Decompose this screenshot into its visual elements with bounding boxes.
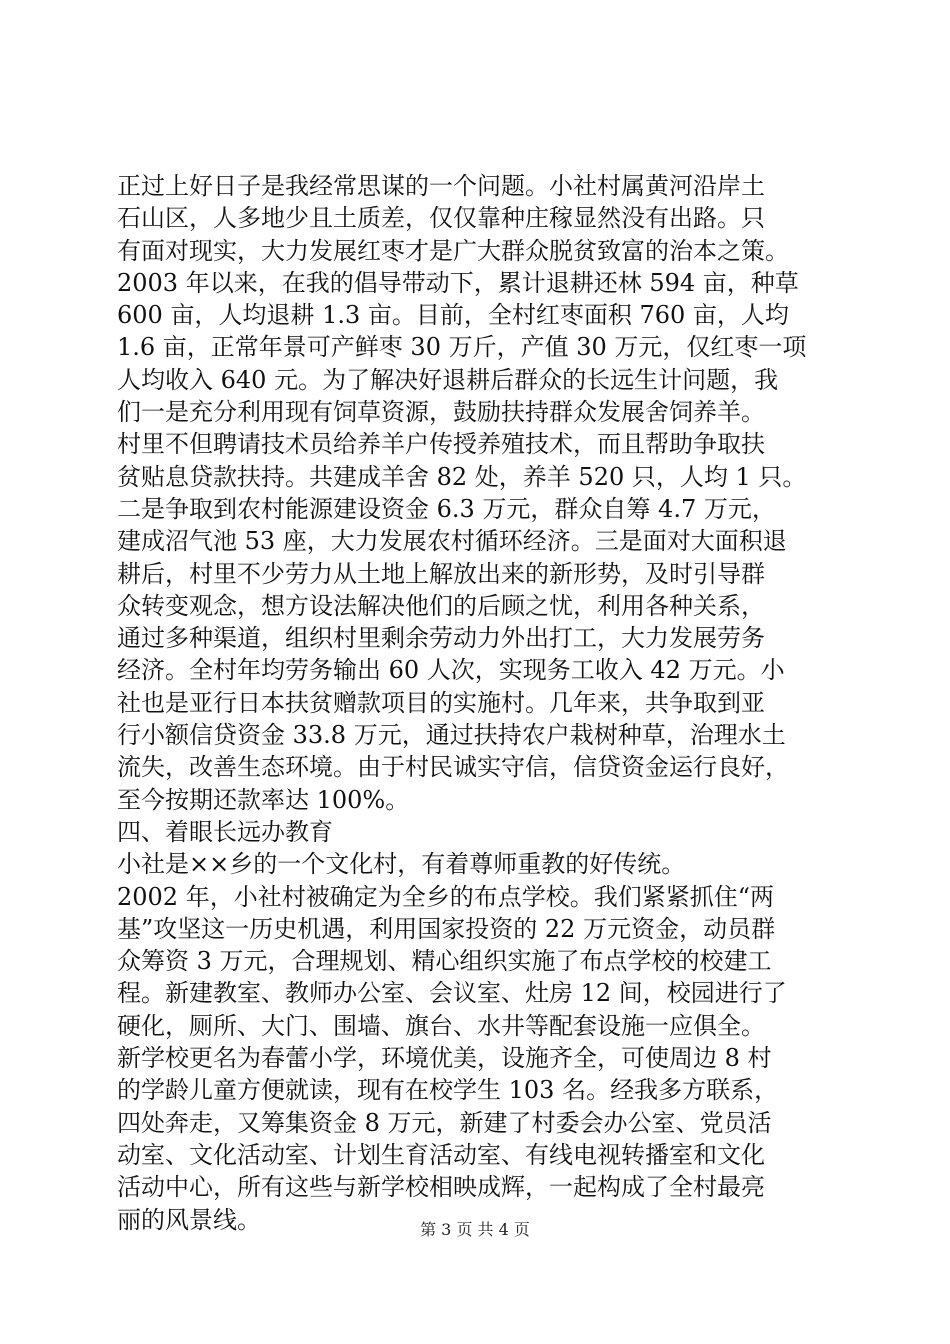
- text-line: 的学龄儿童方便就读，现有在校学生 103 名。经我多方联系，: [117, 1076, 779, 1105]
- text-line: 至今按期还款率达 100%。: [117, 785, 410, 814]
- text-line: 有面对现实，大力发展红枣才是广大群众脱贫致富的治本之策。: [117, 236, 789, 265]
- text-line: 们一是充分利用现有饲草资源，鼓励扶持群众发展舍饲养羊。: [117, 398, 765, 427]
- text-line: 经济。全村年均劳务输出 60 人次，实现务工收入 42 万元。小: [117, 656, 785, 685]
- text-line: 众筹资 3 万元，合理规划、精心组织实施了布点学校的校建工: [117, 947, 772, 976]
- text-line: 正过上好日子是我经常思谋的一个问题。小社村属黄河沿岸土: [117, 172, 765, 200]
- text-line: 程。新建教室、教师办公室、会议室、灶房 12 间，校园进行了: [117, 979, 787, 1008]
- text-line: 贫贴息贷款扶持。共建成羊舍 82 处，养羊 520 只，人均 1 只。: [117, 462, 807, 491]
- text-line: 众转变观念，想方设法解决他们的后顾之忧，利用各种关系，: [117, 591, 765, 620]
- page-footer: 第 3 页 共 4 页: [420, 1220, 530, 1239]
- text-line: 四处奔走，又筹集资金 8 万元，新建了村委会办公室、党员活: [117, 1108, 772, 1137]
- text-line: 村里不但聘请技术员给养羊户传授养殖技术，而且帮助争取扶: [117, 430, 765, 459]
- text-line: 流失，改善生态环境。由于村民诚实守信，信贷资金运行良好，: [117, 753, 789, 782]
- text-line: 建成沼气池 53 座，大力发展农村循环经济。三是面对大面积退: [117, 527, 787, 556]
- text-line: 社也是亚行日本扶贫赠款项目的实施村。几年来，共争取到亚: [117, 688, 765, 717]
- text-line: 四、着眼长远办教育: [117, 817, 333, 846]
- text-line: 新学校更名为春蕾小学，环境优美，设施齐全，可使周边 8 村: [117, 1044, 772, 1073]
- text-line: 2003 年以来，在我的倡导带动下，累计退耕还林 594 亩，种草: [117, 268, 799, 297]
- text-line: 基”攻坚这一历史机遇，利用国家投资的 22 万元资金，动员群: [117, 914, 776, 943]
- text-line: 活动中心，所有这些与新学校相映成辉，一起构成了全村最亮: [117, 1173, 765, 1202]
- text-line: 耕后，村里不少劳力从土地上解放出来的新形势，及时引导群: [117, 559, 765, 588]
- text-line: 通过多种渠道，组织村里剩余劳动力外出打工，大力发展劳务: [117, 624, 765, 653]
- text-line: 硬化，厕所、大门、围墙、旗台、水井等配套设施一应俱全。: [117, 1011, 765, 1040]
- text-line: 石山区，人多地少且土质差，仅仅靠种庄稼显然没有出路。只: [117, 204, 765, 233]
- text-line: 小社是××乡的一个文化村，有着尊师重教的好传统。: [117, 850, 686, 879]
- text-line: 二是争取到农村能源建设资金 6.3 万元，群众自筹 4.7 万元，: [117, 494, 776, 523]
- text-line: 1.6 亩，正常年景可产鲜枣 30 万斤，产值 30 万元，仅红枣一项: [117, 333, 807, 362]
- text-line: 2002 年，小社村被确定为全乡的布点学校。我们紧紧抓住“两: [117, 882, 774, 911]
- text-line: 动室、文化活动室、计划生育活动室、有线电视转播室和文化: [117, 1140, 765, 1169]
- text-line: 丽的风景线。: [117, 1205, 261, 1234]
- text-line: 行小额信贷资金 33.8 万元，通过扶持农户栽树种草，治理水土: [117, 721, 786, 750]
- text-line: 人均收入 640 元。为了解决好退耕后群众的长远生计问题，我: [117, 365, 779, 394]
- body-text: [117, 170, 832, 1236]
- text-line: 600 亩，人均退耕 1.3 亩。目前，全村红枣面积 760 亩，人均: [117, 301, 789, 330]
